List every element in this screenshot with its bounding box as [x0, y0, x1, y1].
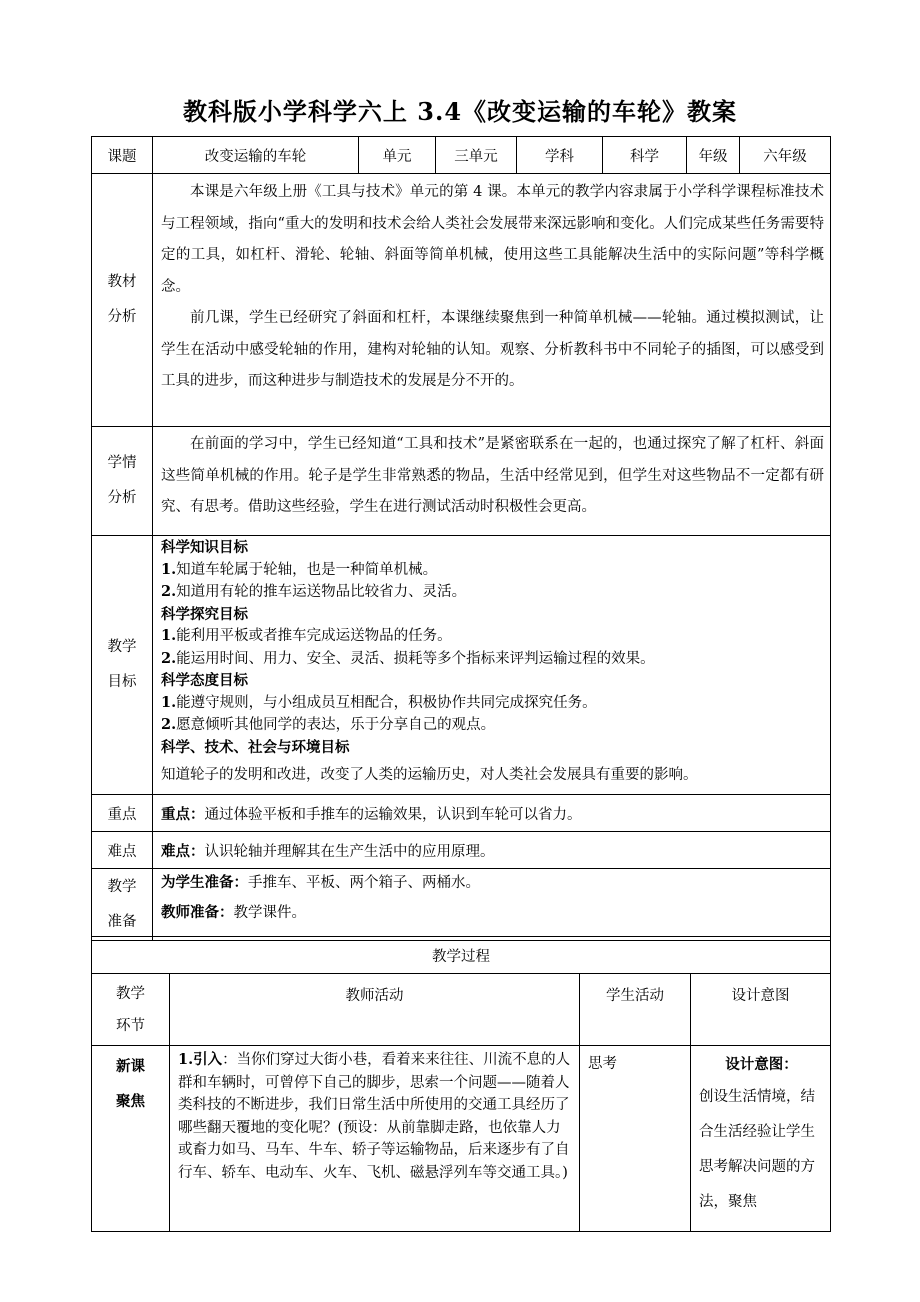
- textbook-analysis-p2: 前几课，学生已经研究了斜面和杠杆，本课继续聚焦到一种简单机械——轮轴。通过模拟测试，让学生在活动中感受轮轴的作用，建构对轮轴的认知。观察、分析教科书中不同轮子的插图，可以感受到工具的进步，而这种进步与制造技术的发展是分不开的。: [161, 310, 824, 389]
- design-intent-cell: 设计意图： 创设生活情境，结合生活经验让学生思考解决问题的方法，聚焦: [691, 1046, 831, 1232]
- objective-item: 1.能利用平板或者推车完成运送物品的任务。: [161, 627, 452, 644]
- objectives-content: [153, 536, 831, 795]
- objective-heading-stse: 科学、技术、社会与环境目标: [161, 738, 350, 756]
- lesson-info-table: [91, 136, 831, 941]
- objective-heading-attitude: 科学态度目标: [161, 672, 248, 689]
- objective-item: 1.能遵守规则，与小组成员互相配合，积极协作共同完成探究任务。: [161, 693, 597, 711]
- student-analysis-p1: 在前面的学习中，学生已经知道“工具和技术”是紧密联系在一起的，也通过探究了解了杠杆、斜面这些简单机械的作用。轮子是学生非常熟悉的物品，生活中经常见到，但学生对这些物品不一定都有研究、有思考。借助这些经验，学生在进行测试活动时积极性会更高。: [161, 436, 824, 515]
- key-point-label: 重点: [92, 795, 153, 832]
- student-analysis-label: 学情 分析: [92, 427, 153, 536]
- textbook-analysis-label: 教材 分析: [92, 174, 153, 427]
- unit-label: 单元: [359, 137, 436, 174]
- student-analysis-content: [153, 427, 831, 536]
- key-point-content: 重点：通过体验平板和手推车的运输效果，认识到车轮可以省力。: [153, 795, 831, 832]
- objective-heading-knowledge: 科学知识目标: [161, 539, 248, 556]
- objective-heading-inquiry: 科学探究目标: [161, 605, 248, 623]
- student-activity-cell: 思考: [580, 1046, 691, 1232]
- col-student-header: 学生活动: [580, 974, 691, 1046]
- subject-label: 学科: [517, 137, 603, 174]
- preparation-label: 教学 准备: [92, 869, 153, 941]
- topic-label: 课题: [92, 137, 153, 174]
- stage-cell: 新课 聚焦: [92, 1046, 170, 1232]
- textbook-analysis-content: [153, 174, 831, 427]
- difficulty-label: 难点: [92, 832, 153, 869]
- difficulty-content: 难点：认识轮轴并理解其在生产生活中的应用原理。: [153, 832, 831, 869]
- topic-value: 改变运输的车轮: [153, 137, 359, 174]
- col-intent-header: 设计意图: [691, 974, 831, 1046]
- objectives-label: 教学 目标: [92, 536, 153, 795]
- preparation-content: 为学生准备：手推车、平板、两个箱子、两桶水。 教师准备：教学课件。: [153, 869, 831, 941]
- teaching-process-table: [91, 936, 831, 1232]
- col-stage-header: 教学 环节: [92, 974, 170, 1046]
- grade-label: 年级: [687, 137, 740, 174]
- objective-item: 2.愿意倾听其他同学的表达，乐于分享自己的观点。: [161, 716, 496, 733]
- objective-item: 1.知道车轮属于轮轴，也是一种简单机械。: [161, 560, 438, 578]
- col-teacher-header: 教师活动: [170, 974, 580, 1046]
- page-title: 教科版小学科学六上 3.4《改变运输的车轮》教案: [182, 97, 738, 126]
- grade-value: 六年级: [740, 137, 831, 174]
- textbook-analysis-p1: 本课是六年级上册《工具与技术》单元的第 4 课。本单元的教学内容隶属于小学科学课程标准技术与工程领域，指向“重大的发明和技术会给人类社会发展带来深远影响和变化。人们完成某些任务需要特定的工具，如杠杆、滑轮、轮轴、斜面等简单机械，使用这些工具能解决生活中的实际问题”等科学概念。: [161, 184, 824, 295]
- teacher-activity-cell: 1.引入：当你们穿过大街小巷，看着来来往往、川流不息的人群和车辆时，可曾停下自己的脚步，思索一个问题——随着人类科技的不断进步，我们日常生活中所使用的交通工具经历了哪些翻天覆地的变化呢？(预设：从前靠脚走路，也依靠人力或畜力如马、马车、牛车、轿子等运输物品，后来逐步有了自行车、轿车、电动车、火车、飞机、磁悬浮列车等交通工具。): [170, 1046, 580, 1232]
- objective-item: 2.能运用时间、用力、安全、灵活、损耗等多个指标来评判运输过程的效果。: [161, 649, 655, 667]
- unit-value: 三单元: [436, 137, 517, 174]
- objective-item: 知道轮子的发明和改进，改变了人类的运输历史，对人类社会发展具有重要的影响。: [161, 767, 698, 783]
- process-heading: 教学过程: [92, 937, 831, 974]
- subject-value: 科学: [603, 137, 687, 174]
- objective-item: 2.知道用有轮的推车运送物品比较省力、灵活。: [161, 583, 467, 600]
